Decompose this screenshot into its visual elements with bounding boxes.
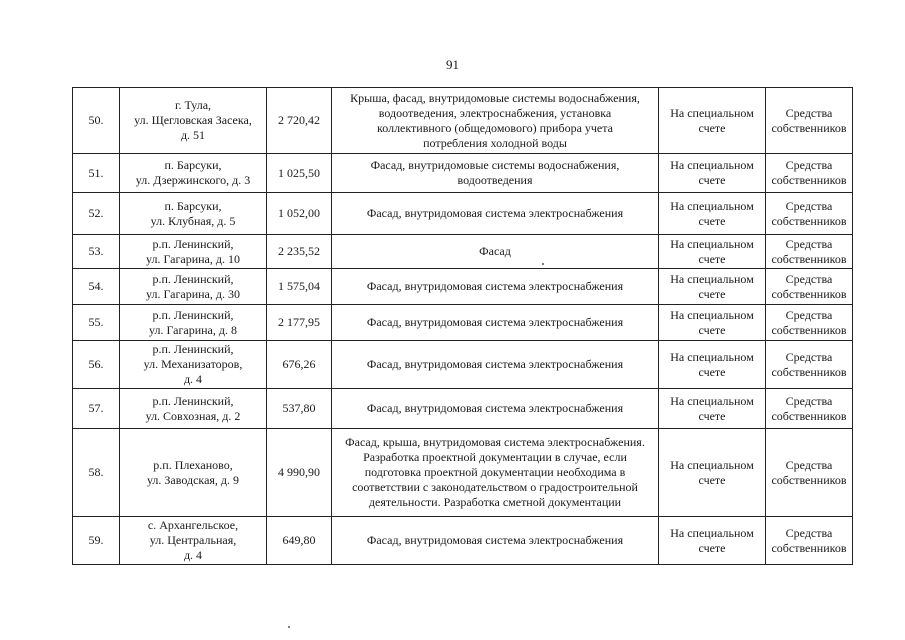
cost-cell: 537,80	[267, 389, 332, 429]
address-line: ул. Совхозная, д. 2	[145, 408, 241, 423]
address-cell	[120, 269, 267, 305]
address-line: ул. Щегловская Засека,	[134, 113, 252, 127]
source-line: собственников	[771, 213, 847, 228]
row-number-cell: 52.	[73, 193, 120, 235]
address-cell	[120, 154, 267, 193]
work-line: Фасад, крыша, внутридомовая система электроснабжения.	[345, 435, 645, 449]
work-line: соответствии с законодательством о градостроительной	[352, 480, 638, 494]
work-description-cell	[332, 269, 659, 305]
account-line: счете	[698, 213, 726, 228]
funding-source-cell	[766, 341, 853, 389]
source-line: Средства	[785, 457, 833, 472]
work-description-cell	[332, 305, 659, 341]
work-line: Фасад, внутридомовые системы водоснабжения,	[370, 158, 620, 172]
row-number-cell: 58.	[73, 429, 120, 517]
row-number-cell: 55.	[73, 305, 120, 341]
scan-speck	[288, 626, 290, 628]
work-description-cell	[332, 193, 659, 235]
source-line: Средства	[785, 198, 833, 213]
account-cell	[659, 235, 766, 269]
address-cell	[120, 389, 267, 429]
source-line: собственников	[771, 251, 847, 266]
address-line: ул. Гагарина, д. 10	[146, 251, 240, 266]
work-line: потребления холодной воды	[423, 135, 567, 150]
scan-speck	[542, 263, 544, 265]
address-line: с. Архангельское,	[147, 518, 239, 532]
work-line: водоотведения	[457, 173, 533, 187]
account-line: На специальном	[670, 158, 754, 172]
work-line: подготовка проектной документации необходима в	[364, 465, 626, 479]
funding-source-cell	[766, 235, 853, 269]
cost-cell: 1 575,04	[267, 269, 332, 305]
work-line: Фасад, внутридомовая система электроснабжения	[366, 533, 624, 547]
funding-source-cell	[766, 305, 853, 341]
account-cell	[659, 517, 766, 565]
source-line: Средства	[785, 307, 833, 322]
funding-source-cell	[766, 517, 853, 565]
account-line: счете	[698, 472, 726, 487]
account-cell	[659, 269, 766, 305]
source-line: собственников	[771, 173, 847, 187]
work-description-cell	[332, 235, 659, 269]
account-line: На специальном	[670, 236, 754, 251]
address-cell	[120, 429, 267, 517]
account-cell	[659, 154, 766, 193]
account-line: счете	[698, 322, 726, 337]
work-line: Фасад, внутридомовая система электроснабжения	[366, 206, 624, 220]
address-cell	[120, 517, 267, 565]
source-line: собственников	[771, 322, 847, 337]
address-cell	[120, 235, 267, 269]
row-number-cell: 54.	[73, 269, 120, 305]
source-line: Средства	[785, 158, 833, 172]
source-line: Средства	[785, 236, 833, 251]
source-line: собственников	[771, 120, 847, 135]
cost-cell: 649,80	[267, 517, 332, 565]
address-line: ул. Центральная,	[149, 533, 237, 547]
table-row	[73, 235, 853, 269]
cost-cell: 4 990,90	[267, 429, 332, 517]
page-number: 91	[446, 57, 459, 72]
address-line: ул. Гагарина, д. 8	[149, 322, 237, 337]
account-cell	[659, 88, 766, 154]
address-line: п. Барсуки,	[164, 158, 222, 172]
row-number-cell: 56.	[73, 341, 120, 389]
address-line: р.п. Ленинский,	[152, 307, 234, 322]
repair-table	[72, 87, 853, 565]
account-line: На специальном	[670, 198, 754, 213]
work-line: Разработка проектной документации в случае, если	[363, 450, 627, 464]
account-line: счете	[698, 120, 726, 135]
account-line: На специальном	[670, 307, 754, 322]
source-line: Средства	[785, 393, 833, 408]
work-line: Фасад, внутридомовая система электроснабжения	[366, 401, 624, 415]
work-line: водоотведения, электроснабжения, установка	[378, 105, 612, 120]
address-line: д. 4	[183, 372, 203, 386]
address-line: р.п. Ленинский,	[152, 393, 234, 408]
table-row	[73, 193, 853, 235]
address-cell	[120, 305, 267, 341]
address-cell	[120, 193, 267, 235]
funding-source-cell	[766, 429, 853, 517]
table-body	[73, 88, 853, 565]
address-line: д. 4	[183, 548, 203, 562]
table-row	[73, 389, 853, 429]
account-cell	[659, 429, 766, 517]
row-number-cell: 51.	[73, 154, 120, 193]
address-line: ул. Механизаторов,	[143, 357, 243, 371]
address-line: ул. Гагарина, д. 30	[146, 286, 240, 301]
source-line: Средства	[785, 105, 833, 120]
work-line: Фасад, внутридомовая система электроснабжения	[366, 315, 624, 329]
source-line: Средства	[785, 271, 833, 286]
work-line: Фасад	[479, 244, 511, 258]
address-line: д. 51	[180, 128, 206, 142]
account-line: На специальном	[670, 105, 754, 120]
work-description-cell	[332, 517, 659, 565]
address-line: р.п. Ленинский,	[152, 342, 234, 356]
work-description-cell	[332, 341, 659, 389]
account-line: На специальном	[670, 457, 754, 472]
table-row	[73, 305, 853, 341]
source-line: собственников	[771, 408, 847, 423]
address-cell	[120, 341, 267, 389]
account-cell	[659, 341, 766, 389]
account-line: На специальном	[670, 271, 754, 286]
address-line: ул. Дзержинского, д. 3	[135, 173, 251, 187]
table-row	[73, 341, 853, 389]
funding-source-cell	[766, 193, 853, 235]
address-line: ул. Заводская, д. 9	[146, 472, 240, 487]
row-number-cell: 53.	[73, 235, 120, 269]
address-line: п. Барсуки,	[164, 198, 222, 213]
work-line: Фасад, внутридомовая система электроснабжения	[366, 279, 624, 293]
cost-cell: 1 025,50	[267, 154, 332, 193]
account-cell	[659, 305, 766, 341]
source-line: Средства	[785, 349, 833, 364]
table-row	[73, 429, 853, 517]
address-line: р.п. Плеханово,	[153, 457, 233, 472]
funding-source-cell	[766, 88, 853, 154]
work-description-cell	[332, 429, 659, 517]
funding-source-cell	[766, 269, 853, 305]
account-line: счете	[698, 408, 726, 423]
address-cell	[120, 88, 267, 154]
cost-cell: 2 235,52	[267, 235, 332, 269]
account-cell	[659, 389, 766, 429]
cost-cell: 2 720,42	[267, 88, 332, 154]
address-line: р.п. Ленинский,	[152, 236, 234, 251]
work-line: коллективного (общедомового) прибора учета	[377, 120, 613, 135]
account-line: На специальном	[670, 349, 754, 364]
row-number-cell: 50.	[73, 88, 120, 154]
address-line: ул. Клубная, д. 5	[150, 213, 236, 228]
account-line: счете	[698, 251, 726, 266]
work-description-cell	[332, 88, 659, 154]
table-row	[73, 154, 853, 193]
address-line: р.п. Ленинский,	[152, 271, 234, 286]
cost-cell: 676,26	[267, 341, 332, 389]
account-line: На специальном	[670, 525, 754, 540]
account-line: счете	[698, 540, 726, 555]
source-line: собственников	[771, 286, 847, 301]
work-line: деятельности. Разработка сметной документации	[368, 495, 622, 509]
funding-source-cell	[766, 154, 853, 193]
work-line: Крыша, фасад, внутридомовые системы водоснабжения,	[350, 90, 640, 105]
source-line: собственников	[771, 472, 847, 487]
account-line: счете	[698, 286, 726, 301]
funding-source-cell	[766, 389, 853, 429]
source-line: собственников	[771, 540, 847, 555]
source-line: собственников	[771, 364, 847, 379]
account-line: счете	[698, 173, 726, 187]
account-line: На специальном	[670, 393, 754, 408]
cost-cell: 2 177,95	[267, 305, 332, 341]
table-row	[73, 517, 853, 565]
cost-cell: 1 052,00	[267, 193, 332, 235]
work-description-cell	[332, 154, 659, 193]
address-line: г. Тула,	[174, 98, 212, 112]
table-row	[73, 88, 853, 154]
account-line: счете	[698, 364, 726, 379]
work-description-cell	[332, 389, 659, 429]
work-line: Фасад, внутридомовая система электроснабжения	[366, 357, 624, 371]
table-row	[73, 269, 853, 305]
account-cell	[659, 193, 766, 235]
row-number-cell: 57.	[73, 389, 120, 429]
source-line: Средства	[785, 525, 833, 540]
row-number-cell: 59.	[73, 517, 120, 565]
